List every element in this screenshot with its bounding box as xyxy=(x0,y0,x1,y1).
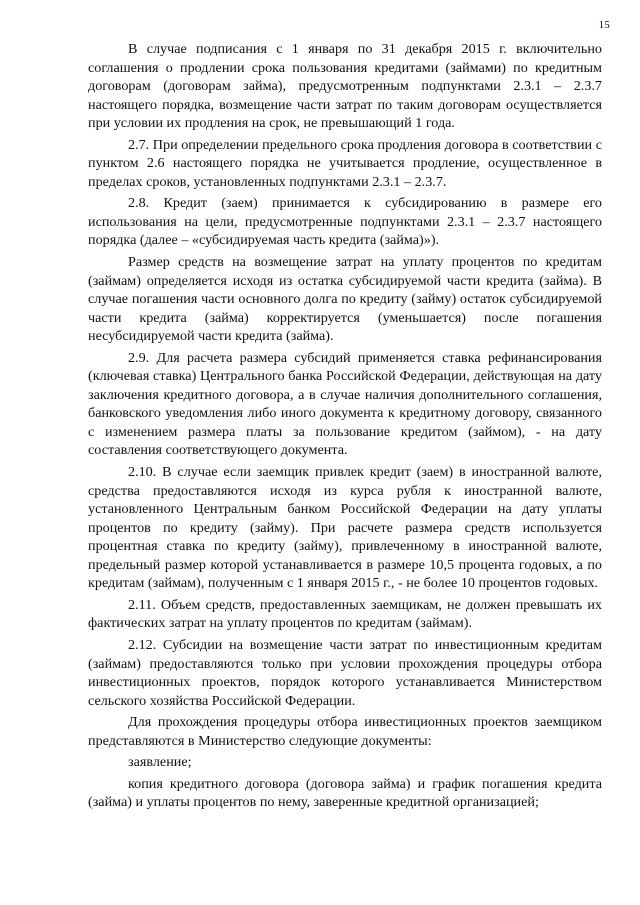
paragraph-2-12: 2.12. Субсидии на возмещение части затрат по инвестиционным кредитам (займам) предоставляются только при условии прохождения процедуры отбора инвестиционных проектов, порядок которого устанавливается Министерством сельского хозяйства Российской Федерации. xyxy=(88,636,602,709)
page-number: 15 xyxy=(598,19,610,31)
paragraph-2-10: 2.10. В случае если заемщик привлек кредит (заем) в иностранной валюте, средства предоставляются исходя из курса рубля к иностранной валюте, установленного Центральным банком Российской Федерации на дату уплаты процентов по кредиту (займу). При расчете размера средств используется процентная ставка по кредиту (займу), привлеченному в иностранной валюте, предельный размер которой устанавливается в размере 10,5 процента годовых, а по кредитам (займам), полученным с 1 января 2015 г., - не более 10 процентов годовых. xyxy=(88,464,602,592)
paragraph-selection-documents: Для прохождения процедуры отбора инвестиционных проектов заемщиком представляются в Министерство следующие документы: xyxy=(88,714,602,749)
paragraph-2-8: 2.8. Кредит (заем) принимается к субсидированию в размере его использования на цели, предусмотренные подпунктами 2.3.1 – 2.3.7 настоящего порядка (далее – «субсидируемая часть кредита (займа)»). xyxy=(88,195,602,249)
paragraph-extension-2015: В случае подписания с 1 января по 31 декабря 2015 г. включительно соглашения о продлении срока пользования кредитами (займами) по кредитным договорам (договорам займа), предусмотренным подпунктами 2.3.1 – 2.3.7 настоящего порядка, возмещение части затрат по таким договорам осуществляется при условии их продления на срок, не превышающий 1 года. xyxy=(88,41,602,132)
document-body xyxy=(88,40,602,815)
paragraph-2-9: 2.9. Для расчета размера субсидий применяется ставка рефинансирования (ключевая ставка) Центрального банка Российской Федерации, действующая на дату заключения кредитного договора, а в случае наличия дополнительного соглашения, банковского уведомления либо иного документа к кредитному договору, связанного с изменением размера платы за пользование кредитом (займом), - на дату составления соответствующего документа. xyxy=(88,349,602,459)
list-item-loan-agreement-copy: копия кредитного договора (договора займа) и график погашения кредита (займа) и уплаты процентов по нему, заверенные кредитной организацией; xyxy=(88,775,602,811)
paragraph-interest-amount: Размер средств на возмещение затрат на уплату процентов по кредитам (займам) определяется исходя из остатка субсидируемой части кредита (займа). В случае погашения части основного долга по кредиту (займу) остаток субсидируемой части кредита (займа) корректируется (уменьшается) после погашения несубсидируемой части кредита (займа). xyxy=(88,254,602,345)
paragraph-2-7: 2.7. При определении предельного срока продления договора в соответствии с пунктом 2.6 настоящего порядка не учитывается продление, осуществленное в пределах сроков, установленных подпунктами 2.3.1 – 2.3.7. xyxy=(88,136,602,190)
list-item-application: заявление; xyxy=(128,754,192,771)
paragraph-2-11: 2.11. Объем средств, предоставленных заемщикам, не должен превышать их фактических затрат на уплату процентов по кредитам (займам). xyxy=(88,596,602,632)
